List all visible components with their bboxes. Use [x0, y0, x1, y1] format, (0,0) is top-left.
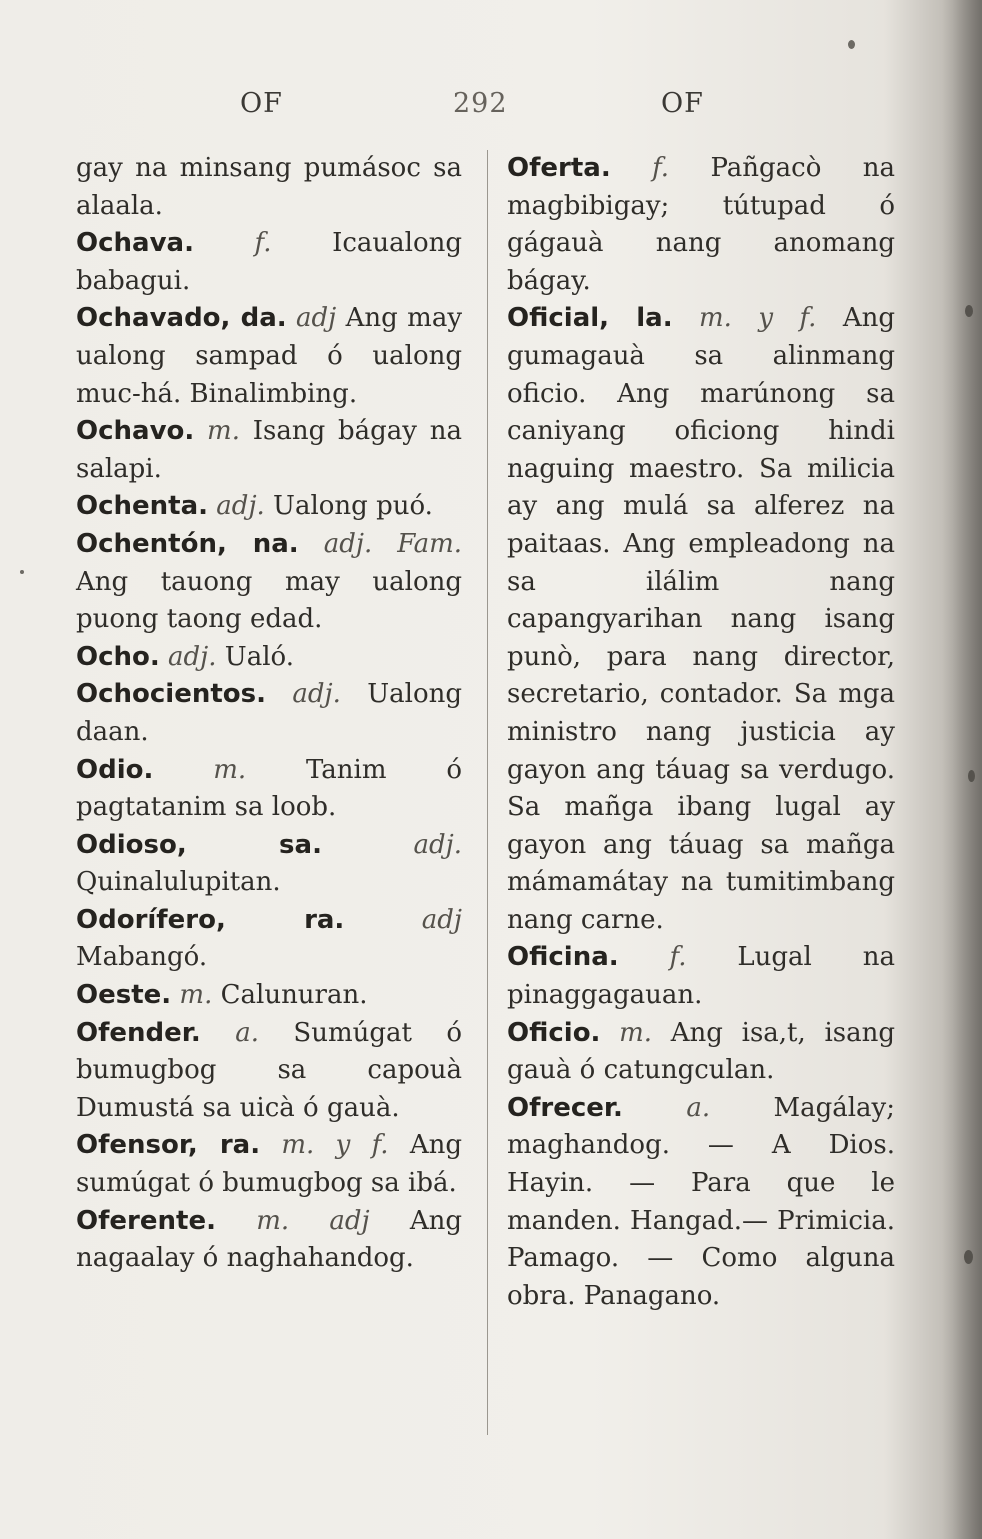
- dictionary-entry: [507, 939, 895, 1014]
- dictionary-entry: [76, 902, 462, 977]
- entry-grammar: f.: [254, 228, 272, 259]
- entry-headword: Oferente.: [76, 1205, 216, 1236]
- entry-grammar: f.: [652, 153, 670, 183]
- ink-speck: [968, 770, 975, 782]
- entry-definition: Ualong daan.: [76, 679, 463, 747]
- entry-headword: Ochavo.: [76, 416, 195, 447]
- dictionary-entry: [76, 1015, 462, 1128]
- entry-definition: Tanim ó pagtatanim sa loob.: [76, 754, 463, 823]
- dictionary-entry: [76, 1127, 462, 1202]
- entry-definition: Magálay; maghandog. — A Dios. Hayin. — Para que le manden. Hangad.— Primicia. Pamago. — Como alguna obra. Panagano.: [507, 1092, 896, 1311]
- dictionary-entry: [76, 488, 462, 526]
- entry-headword: Ochenta.: [76, 491, 209, 522]
- entry-grammar: adj. Fam.: [323, 528, 462, 559]
- entry-definition: Ang tauong may ualong puong taong edad.: [76, 566, 462, 635]
- entry-headword: Odioso, sa.: [76, 829, 322, 860]
- column-divider: [487, 150, 488, 1435]
- entry-definition: Mabangó.: [76, 942, 208, 973]
- dictionary-entry: [76, 150, 462, 225]
- entry-grammar: m.: [207, 416, 240, 447]
- left-column: [76, 150, 462, 1278]
- dictionary-entry: [76, 639, 462, 677]
- entry-grammar: m. y f.: [699, 303, 817, 334]
- entry-definition: Isang bágay na salapi.: [76, 416, 463, 484]
- guide-word-right: OF: [661, 88, 704, 119]
- right-column: [507, 150, 895, 1315]
- entry-headword: Oficial, la.: [507, 303, 673, 334]
- entry-headword: Oeste.: [76, 980, 172, 1011]
- entry-headword: Ochavado, da.: [76, 303, 287, 334]
- entry-grammar: adj.: [168, 641, 217, 672]
- entry-headword: Odio.: [76, 754, 154, 785]
- dictionary-entry: [507, 1090, 895, 1316]
- entry-grammar: adj.: [413, 829, 462, 860]
- entry-grammar: m.: [619, 1017, 653, 1048]
- dictionary-entry: [76, 827, 462, 902]
- entry-headword: Ofrecer.: [507, 1092, 623, 1123]
- running-header: [0, 88, 982, 128]
- entry-headword: Ochocientos.: [76, 679, 266, 710]
- entry-definition: Ang isa,t, isang gauà ó catungculan.: [507, 1017, 896, 1086]
- entry-grammar: m. adj: [256, 1205, 370, 1236]
- entry-definition: Ang nagaalay ó naghahandog.: [76, 1205, 462, 1274]
- entry-definition: Icaualong babagui.: [76, 228, 463, 296]
- ink-speck: [964, 1250, 973, 1264]
- dictionary-entry: [76, 526, 462, 639]
- entry-definition: Pañgacò na magbibigay; tútupad ó gágauà nang anomang bágay.: [507, 153, 895, 296]
- ink-speck: [965, 305, 973, 317]
- entry-headword: Odorífero, ra.: [76, 904, 345, 935]
- dictionary-entry: [76, 676, 462, 751]
- entry-grammar: adj.: [216, 491, 265, 522]
- entry-grammar: a.: [235, 1017, 259, 1048]
- page-number: 292: [453, 88, 508, 119]
- ink-speck: [848, 40, 855, 49]
- entry-definition: Ualong puó.: [273, 491, 433, 522]
- dictionary-entry: [76, 413, 462, 488]
- entry-grammar: m. y f.: [281, 1130, 389, 1161]
- entry-definition: Lugal na pinaggagauan.: [507, 942, 895, 1011]
- entry-grammar: m.: [179, 980, 213, 1011]
- dictionary-entry: [507, 150, 895, 300]
- entry-definition: Ualó.: [224, 641, 294, 672]
- dictionary-entry: [76, 977, 462, 1015]
- entry-grammar: adj.: [292, 679, 341, 710]
- entry-headword: Ofensor, ra.: [76, 1130, 261, 1161]
- entry-headword: Oferta.: [507, 153, 611, 183]
- dictionary-entry: [507, 1015, 895, 1090]
- dictionary-entry: [507, 300, 895, 939]
- guide-word-left: OF: [240, 88, 283, 119]
- entry-headword: Oficina.: [507, 942, 619, 973]
- entry-headword: Oficio.: [507, 1017, 601, 1048]
- page-edge-shadow: [942, 0, 982, 1539]
- entry-grammar: adj: [296, 303, 337, 334]
- dictionary-entry: [76, 1203, 462, 1278]
- entry-grammar: m.: [213, 754, 247, 785]
- entry-headword: Ofender.: [76, 1017, 201, 1048]
- entry-definition: Ang sumúgat ó bumugbog sa ibá.: [76, 1130, 463, 1199]
- dictionary-entry: [76, 225, 462, 300]
- entry-definition: Quinalulupitan.: [76, 867, 281, 898]
- entry-headword: Ocho.: [76, 641, 160, 672]
- entry-grammar: a.: [686, 1092, 711, 1123]
- entry-grammar: adj: [421, 904, 462, 935]
- entry-definition: Calunuran.: [220, 980, 368, 1011]
- entry-headword: Ochava.: [76, 228, 194, 259]
- entry-grammar: f.: [669, 942, 687, 973]
- ink-speck: [20, 570, 24, 574]
- entry-definition: Ang gumagauà sa alinmang oficio. Ang marúnong sa caniyang oficiong hindi naguing maestro. Sa milicia ay ang mulá sa alferez na paitaas. Ang empleadong na sa ilálim nang capangyarihan nang isang punò, para nang director, secretario, contador. Sa mga ministro nang justicia ay gayon ang táuag sa verdugo. Sa mañga ibang lugal ay gayon ang táuag sa mañga mámamátay na tumitimbang nang carne.: [507, 303, 895, 935]
- entry-definition: Sumúgat ó bumugbog sa capouà Dumustá sa uicà ó gauà.: [76, 1017, 463, 1123]
- entry-headword: Ochentón, na.: [76, 528, 299, 559]
- dictionary-entry: [76, 752, 462, 827]
- dictionary-entry: [76, 300, 462, 413]
- entry-definition: gay na minsang pumásoc sa alaala.: [76, 153, 462, 221]
- entry-definition: Ang may ualong sampad ó ualong muc-há. Binalimbing.: [76, 303, 463, 409]
